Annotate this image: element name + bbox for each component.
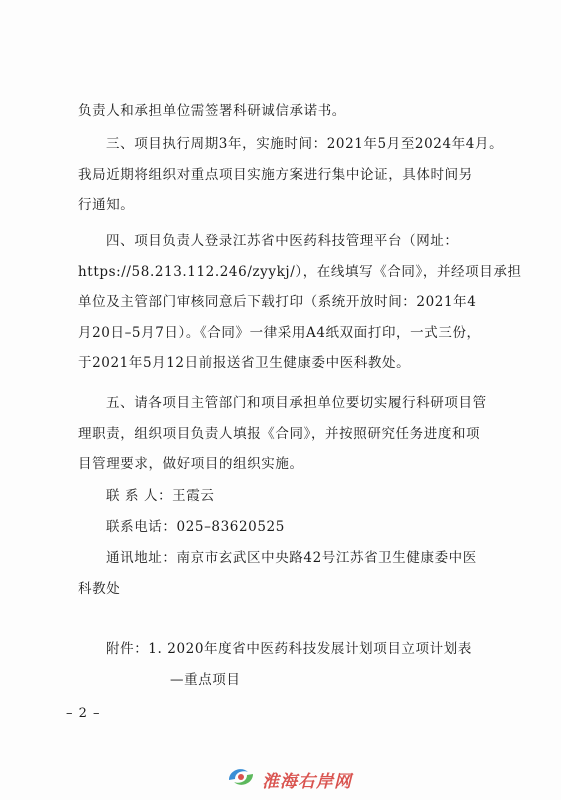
text-line: 单位及主管部门审核同意后下载打印（系统开放时间：2021年4: [78, 294, 477, 310]
text-line: 五、请各项目主管部门和项目承担单位要切实履行科研项目管: [106, 395, 487, 411]
contact-person: 联 系 人：王霞云: [106, 488, 215, 504]
contact-address: 通讯地址：南京市玄武区中央路42号江苏省卫生健康委中医: [106, 550, 477, 566]
logo-swirl-icon: [226, 764, 256, 794]
text-line: 三、项目执行周期3年，实施时间：2021年5月至2024年4月。: [106, 136, 504, 152]
contact-address-cont: 科教处: [78, 581, 121, 597]
paragraph-three: [78, 129, 504, 221]
text-line: 负责人和承担单位需签署科研诚信承诺书。: [78, 103, 346, 119]
page-number: – 2 –: [66, 706, 101, 721]
text-line: 四、项目负责人登录江苏省中医药科技管理平台（网址：: [106, 233, 459, 249]
attachment-line: 附件：1. 2020年度省中医药科技发展计划项目立项计划表: [106, 641, 472, 657]
text-line: 我局近期将组织对重点项目实施方案进行集中论证，具体时间另: [78, 166, 473, 183]
paragraph-commitment: [78, 96, 498, 127]
contact-phone: 联系电话：025–83620525: [106, 519, 285, 535]
text-line: 行通知。: [78, 197, 135, 213]
text-line: https://58.213.112.246/zyykj/），在线填写《合同》，并经项目承担: [78, 263, 522, 280]
watermark-text: 淮海右岸网: [262, 771, 352, 792]
text-line: 于2021年5月12日前报送省卫生健康委中医科教处。: [78, 355, 411, 371]
paragraph-five: [78, 388, 498, 480]
paragraph-four: [78, 226, 522, 379]
site-watermark: [226, 764, 352, 794]
text-line: 理职责，组织项目负责人填报《合同》，并按照研究任务进度和项: [78, 425, 481, 442]
text-line: 月20日–5月7日）。《合同》一律采用A4纸双面打印，一式三份，: [78, 324, 481, 341]
text-line: 目管理要求，做好项目的组织实施。: [78, 456, 304, 472]
attachment-line-cont: —重点项目: [170, 672, 241, 688]
